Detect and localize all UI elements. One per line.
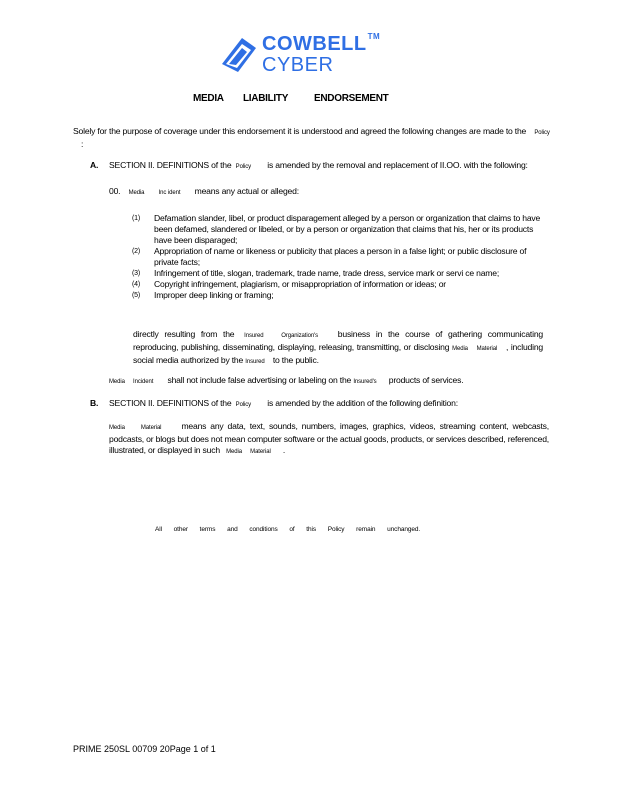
term-media: Media [128,190,145,196]
definition-media-incident [109,186,299,199]
intro-colon: : [81,139,84,149]
term-material: Material [250,449,271,455]
media-material-definition [109,421,549,458]
exclusion-text-a: shall not include false advertising or labeling on the [167,375,352,385]
list-item [132,279,552,290]
intro-paragraph [73,126,553,150]
directly-text-d: to the public. [272,355,319,365]
intro-policy-term: Policy [534,130,550,136]
logo-text-cowbell: COWBELL™ [262,32,381,55]
page-footer [73,744,216,754]
directly-text-a: directly resulting from the [133,329,235,339]
term-media: Media [109,425,125,431]
list-item [132,246,552,268]
cowbell-cyber-logo [218,30,418,80]
closing-policy-term: Policy [327,526,345,533]
exclusion-paragraph [109,375,463,388]
list-item-text: Infringement of title, slogan, trademark, trade name, trade dress, service mark or servi ce name; [154,268,500,278]
term-material: Material [140,425,162,431]
section-b-policy-term: Policy [235,402,252,408]
term-organization: Organization's [281,333,319,339]
media-incident-list [132,213,552,301]
section-b-post: is amended by the addition of the following definition: [267,398,458,408]
section-b-label: B. [90,398,99,408]
page-number: Page 1 of 1 [169,744,216,754]
term-insureds: Insured's [353,379,377,385]
list-item-text: Defamation slander, libel, or product disparagement alleged by a person or organization that claims to have been defamed, slandered or libeled, or by a person or organization that claims that his, her or its products have been disparaged; [154,213,541,245]
intro-text: Solely for the purpose of coverage under this endorsement it is understood and agreed the following changes are made to the [73,126,527,136]
list-item [132,213,552,246]
directly-text-b: business in the course of gathering communicating reproducing, publishing, disseminating, displaying, releasing, transmitting, or disclosing [133,329,543,352]
directly-resulting-paragraph [133,329,543,368]
media-material-end: . [282,445,286,455]
exclusion-text-b: products of services. [388,375,464,385]
term-incident: Incident [133,379,154,385]
section-b-text [109,398,549,411]
list-item-number: (5) [132,292,140,299]
term-incident: Inc ident [158,190,181,196]
closing-text-a: All other terms and conditions of this [155,526,316,533]
title-word-endorsement: ENDORSEMENT [314,93,389,104]
media-material-text: means any data, text, sounds, numbers, images, graphics, videos, streaming content, webcasts, podcasts, or blogs but does not mean computer software or the actual goods, products, or services described, referenced, illustrated, or displayed in such [109,421,549,455]
closing-text-b: remain unchanged. [356,526,421,533]
term-media: Media [109,379,125,385]
section-a-text [109,160,549,173]
term-media: Media [452,346,468,352]
term-material: Material [476,346,498,352]
title-word-media: MEDIA [193,93,224,104]
section-a-pre: SECTION II. DEFINITIONS of the [109,160,232,170]
list-item [132,268,552,279]
term-insured: Insured [245,359,265,365]
term-media: Media [226,449,242,455]
term-insured: Insured [244,333,264,339]
logo-text-cyber: CYBER [262,54,334,76]
title-word-liability: LIABILITY [243,93,289,104]
closing-statement [155,526,420,533]
list-item-text: Copyright infringement, plagiarism, or misappropriation of information or ideas; or [154,279,446,289]
section-b-pre: SECTION II. DEFINITIONS of the [109,398,232,408]
section-a-label: A. [90,160,99,170]
definition-number: 00. [109,186,121,196]
section-a-policy-term: Policy [235,164,252,170]
list-item-number: (2) [132,248,140,255]
section-a-post: is amended by the removal and replacement of II.OO. with the following: [267,160,528,170]
list-item-number: (4) [132,281,140,288]
list-item-number: (1) [132,215,140,222]
form-code: PRIME 250SL 00709 20 [73,744,170,754]
list-item [132,290,552,301]
cowbell-logo-icon [218,32,262,76]
definition-text: means any actual or alleged: [194,186,299,196]
list-item-number: (3) [132,270,140,277]
directly-text-c: , including social media authorized by the [133,342,543,365]
list-item-text: Improper deep linking or framing; [154,290,274,300]
list-item-text: Appropriation of name or likeness or publicity that places a person in a false light; or public disclosure of private facts; [154,246,527,267]
